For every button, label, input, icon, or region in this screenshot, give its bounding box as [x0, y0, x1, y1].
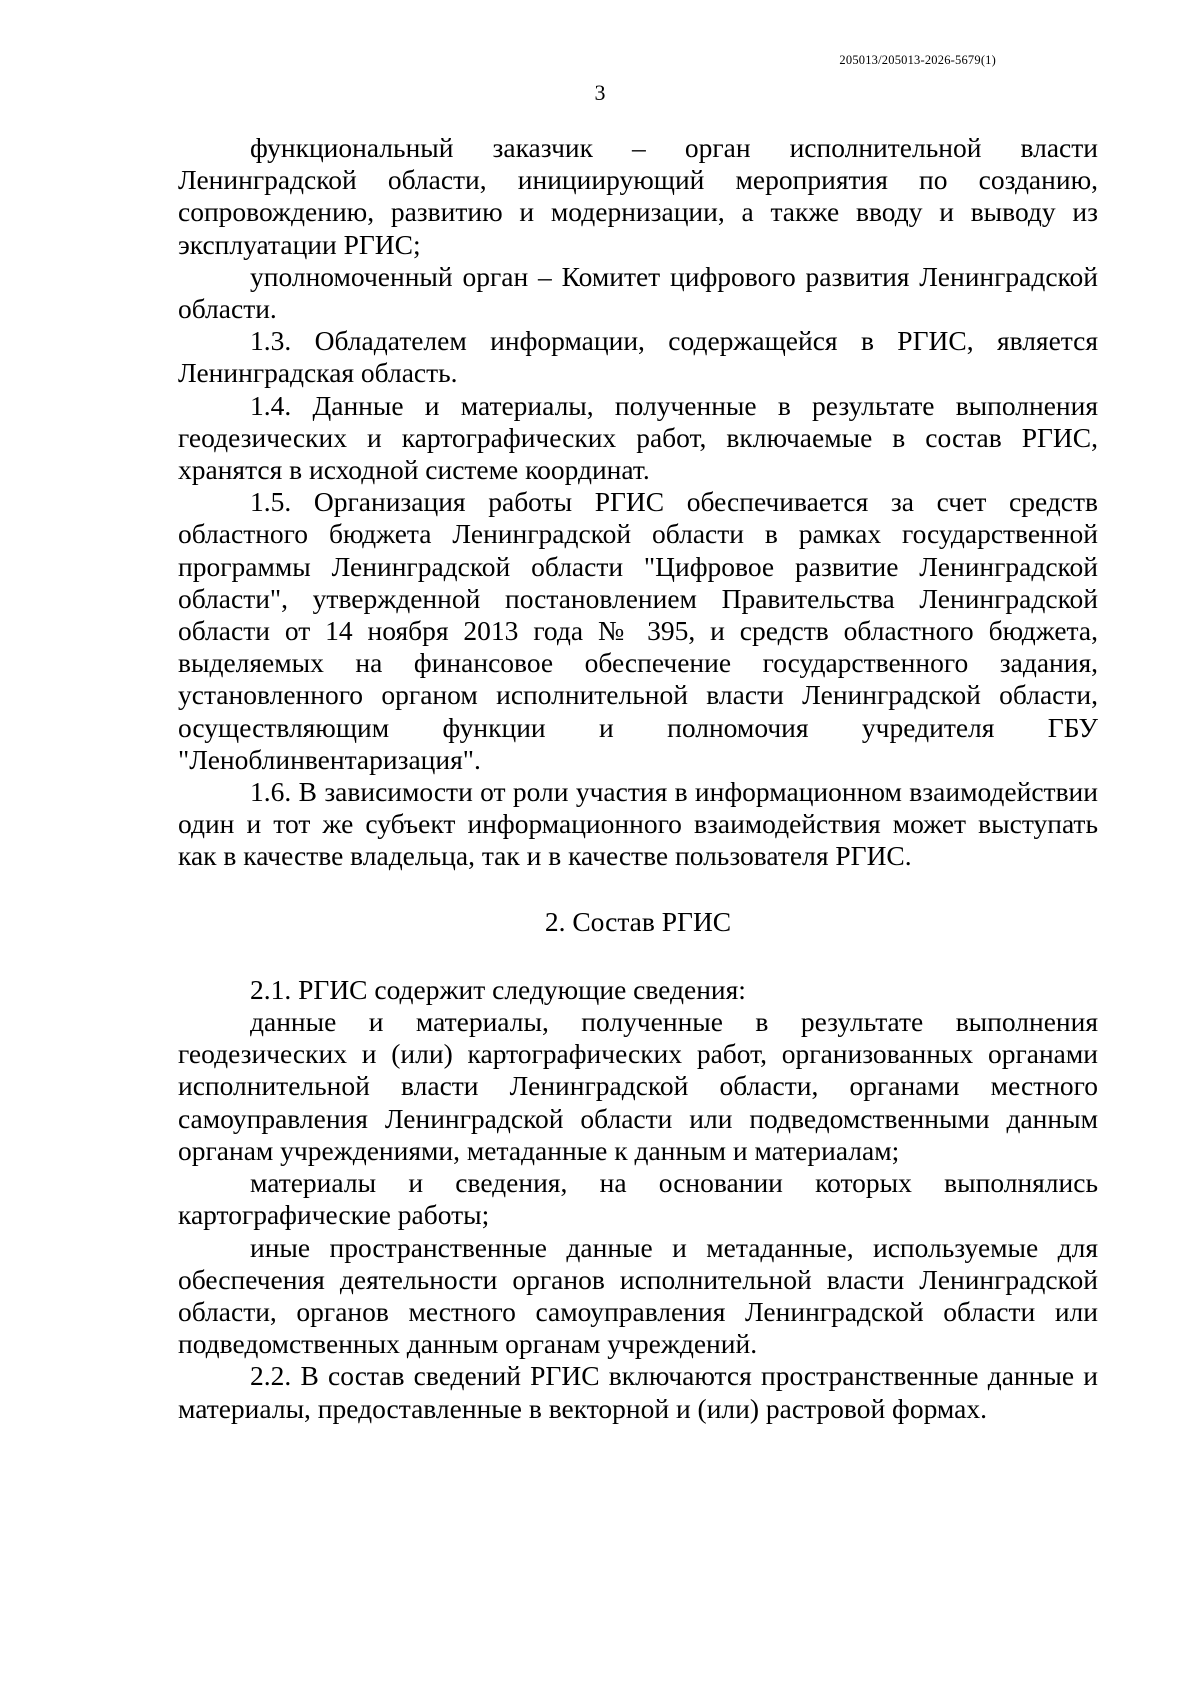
- document-registration-code: 205013/205013-2026-5679(1): [839, 53, 996, 67]
- paragraph-1-6: 1.6. В зависимости от роли участия в информационном взаимодействии один и тот же субъект информационного взаимодействия может выступать как в качестве владельца, так и в качестве пользователя РГИС.: [178, 776, 1098, 872]
- paragraph-1-3: 1.3. Обладателем информации, содержащейся в РГИС, является Ленинградская область.: [178, 325, 1098, 389]
- document-body: [178, 132, 1098, 1425]
- paragraph-2-2: 2.2. В состав сведений РГИС включаются пространственные данные и материалы, предоставленные в векторной и (или) растровой формах.: [178, 1360, 1098, 1424]
- paragraph-1-5: 1.5. Организация работы РГИС обеспечивается за счет средств областного бюджета Ленинградской области в рамках государственной программы Ленинградской области "Цифровое развитие Ленинградской области", утвержденной постановлением Правительства Ленинградской области от 14 ноября 2013 года № 395, и средств областного бюджета, выделяемых на финансовое обеспечение государственного задания, установленного органом исполнительной власти Ленинградской области, осуществляющим функции и полномочия учредителя ГБУ "Леноблинвентаризация".: [178, 486, 1098, 775]
- paragraph-functional-customer: функциональный заказчик – орган исполнительной власти Ленинградской области, инициирующий мероприятия по созданию, сопровождению, развитию и модернизации, а также вводу и выводу из эксплуатации РГИС;: [178, 132, 1098, 260]
- paragraph-2-1-item-materials: материалы и сведения, на основании которых выполнялись картографические работы;: [178, 1167, 1098, 1231]
- paragraph-2-1: 2.1. РГИС содержит следующие сведения:: [250, 973, 746, 1005]
- paragraph-1-4: 1.4. Данные и материалы, полученные в результате выполнения геодезических и картографических работ, включаемые в состав РГИС, хранятся в исходной системе координат.: [178, 389, 1098, 486]
- paragraph-2-1-item-other: иные пространственные данные и метаданные, используемые для обеспечения деятельности органов исполнительной власти Ленинградской области, органов местного самоуправления Ленинградской области или подведомственных данным органам учреждений.: [178, 1231, 1098, 1360]
- paragraph-authorized-body: уполномоченный орган – Комитет цифрового развития Ленинградской области.: [178, 260, 1098, 325]
- page-number: 3: [594, 80, 606, 105]
- paragraph-2-1-item-data: данные и материалы, полученные в результате выполнения геодезических и (или) картографических работ, организованных органами исполнительной власти Ленинградской области, органами местного самоуправления Ленинградской области или подведомственными данным органам учреждениями, метаданные к данным и материалам;: [178, 1006, 1098, 1166]
- section-title: 2. Состав РГИС: [544, 905, 732, 937]
